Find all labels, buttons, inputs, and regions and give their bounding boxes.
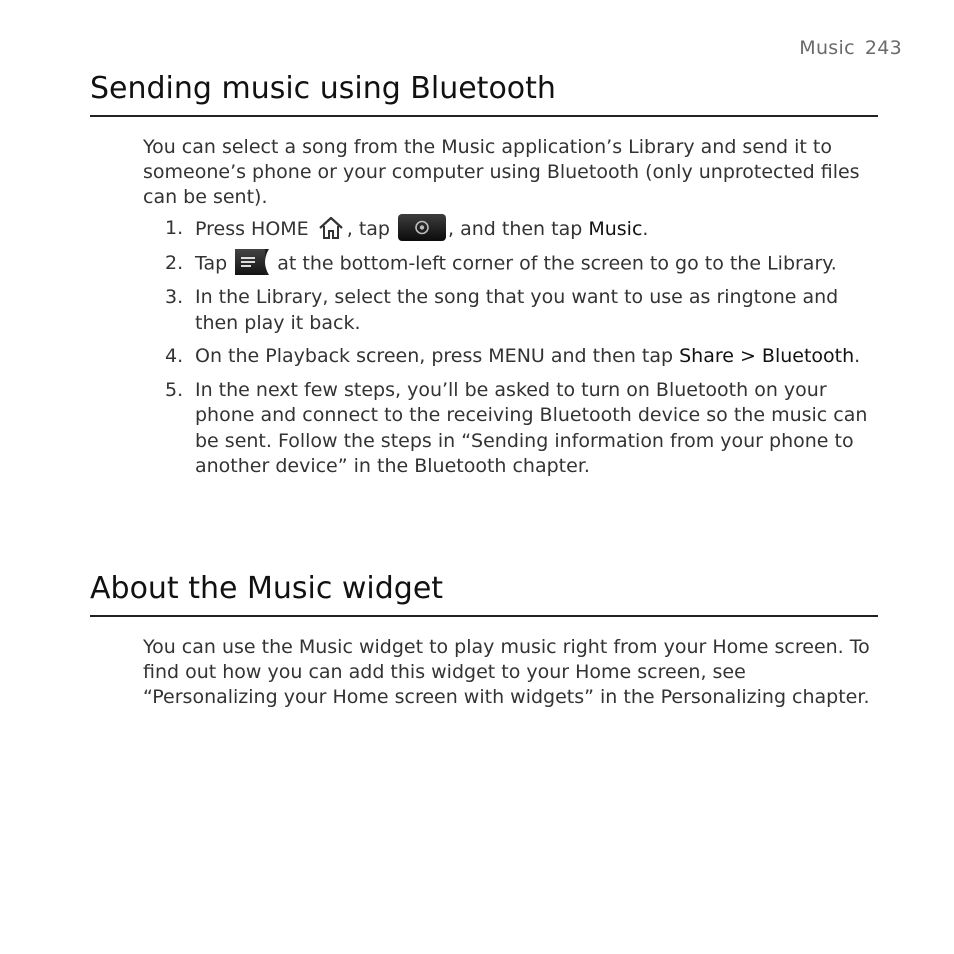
section-title: About the Music widget xyxy=(90,570,878,617)
ui-label-share-bluetooth: Share > Bluetooth xyxy=(679,345,855,367)
step-text: On the Playback screen, press MENU and then tap xyxy=(195,345,680,367)
section-music-widget xyxy=(90,570,878,710)
step-number: 2. xyxy=(165,252,184,274)
widget-paragraph: You can use the Music widget to play music right from your Home screen. To find out how you can add this widget to your Home screen, see “Personalizing your Home screen with widgets” in the Personalizing chapter. xyxy=(143,636,870,708)
header-section: Music xyxy=(799,37,855,59)
step-number: 3. xyxy=(165,286,184,308)
step-text: . xyxy=(854,345,861,367)
step-number: 4. xyxy=(165,345,184,367)
list-item xyxy=(143,344,878,370)
section-sending-music xyxy=(90,70,878,488)
step-text: , tap xyxy=(346,218,397,240)
step-number: 1. xyxy=(165,217,184,239)
steps-list xyxy=(143,216,878,480)
section-title: Sending music using Bluetooth xyxy=(90,70,878,117)
step-text: . xyxy=(642,218,649,240)
ui-label-music: Music xyxy=(588,218,643,240)
page-number: 243 xyxy=(864,37,902,59)
step-number: 5. xyxy=(165,378,184,401)
step-text: In the next few steps, you’ll be asked to turn on Bluetooth on your phone and connect to the receiving Bluetooth device so the music can be sent. Follow the steps in “Sending information from your phone to another device” in the Bluetooth chapter. xyxy=(195,378,868,477)
step-text: Tap xyxy=(195,252,234,275)
list-item xyxy=(143,216,878,243)
running-header xyxy=(799,37,902,59)
step-text: , and then tap xyxy=(448,218,589,240)
step-text: Press HOME xyxy=(195,218,315,240)
step-text: at the bottom-left corner of the screen to go to the Library. xyxy=(271,252,837,275)
library-icon xyxy=(235,249,269,275)
list-item xyxy=(143,251,878,277)
list-item xyxy=(143,378,878,480)
intro-paragraph: You can select a song from the Music application’s Library and send it to someone’s phone or your computer using Bluetooth (only unprotected files can be sent). xyxy=(143,136,860,208)
list-item xyxy=(143,285,878,336)
camera-icon xyxy=(398,214,446,241)
home-icon xyxy=(317,216,345,240)
step-text: In the Library, select the song that you want to use as ringtone and then play it back. xyxy=(195,286,839,334)
